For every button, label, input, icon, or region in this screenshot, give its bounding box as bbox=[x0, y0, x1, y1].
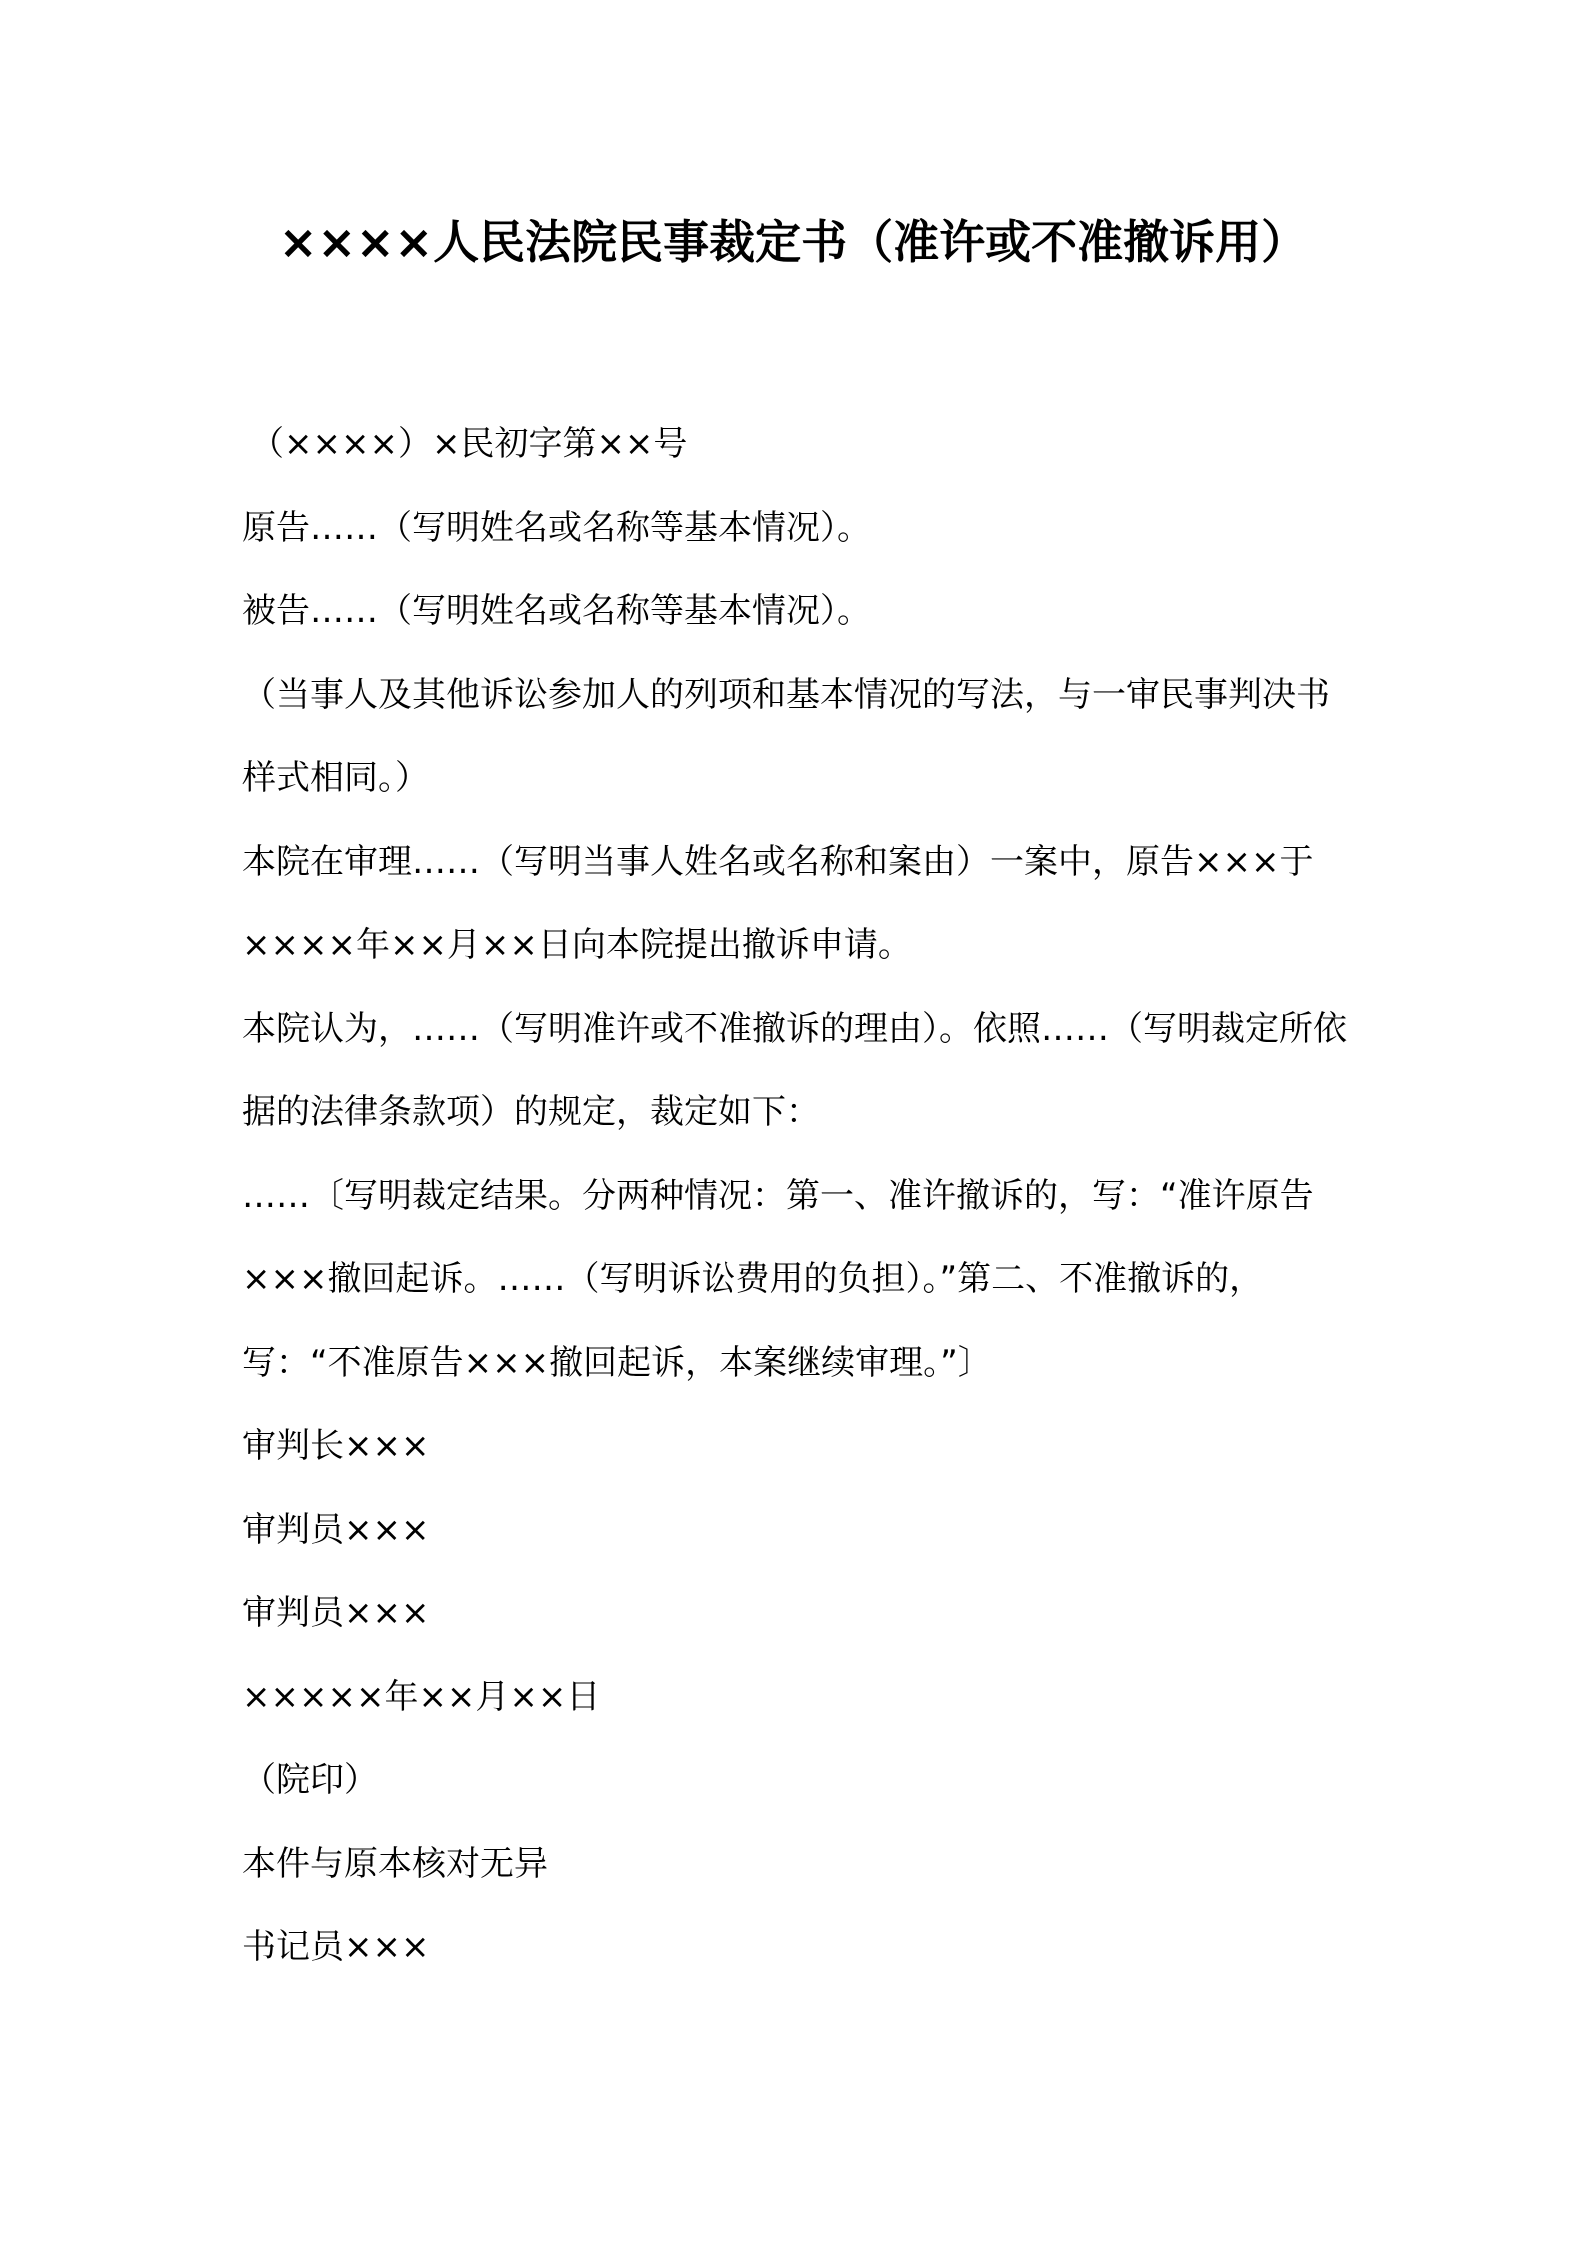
court-seal: （院印） bbox=[242, 1760, 378, 1800]
clerk-signature: 书记员××× bbox=[242, 1927, 430, 1967]
court-opinion-paragraph: 本院认为，……（写明准许或不准撤诉的理由）。依照……（写明裁定所依据的法律条款项）的规定，裁定如下： bbox=[242, 1008, 1347, 1132]
trial-paragraph: 本院在审理……（写明当事人姓名或名称和案由）一案中，原告×××于××××年××月××日向本院提出撤诉申请。 bbox=[242, 841, 1314, 965]
plaintiff-paragraph: 原告……（写明姓名或名称等基本情况）。 bbox=[242, 507, 871, 548]
case-number: （××××）×民初字第××号 bbox=[250, 424, 688, 464]
parties-note-paragraph: （当事人及其他诉讼参加人的列项和基本情况的写法，与一审民事判决书样式相同。） bbox=[242, 674, 1330, 798]
defendant-paragraph: 被告……（写明姓名或名称等基本情况）。 bbox=[242, 591, 871, 631]
judge-signature-2: 审判员××× bbox=[242, 1593, 430, 1633]
judge-signature-1: 审判员××× bbox=[242, 1509, 430, 1550]
ruling-result-paragraph: ……〔写明裁定结果。分两种情况：第一、准许撤诉的，写：“准许原告×××撤回起诉。……（写明诉讼费用的负担）。”第二、不准撤诉的，写：“不准原告×××撤回起诉，本案继续审理。”〕 bbox=[242, 1175, 1314, 1383]
presiding-judge-signature: 审判长××× bbox=[242, 1426, 430, 1466]
document-body bbox=[242, 403, 1360, 1990]
document-title: ××××人民法院民事裁定书（准许或不准撤诉用） bbox=[278, 215, 1308, 269]
ruling-date: ×××××年××月××日 bbox=[242, 1676, 601, 1717]
verification-statement: 本件与原本核对无异 bbox=[242, 1843, 548, 1884]
